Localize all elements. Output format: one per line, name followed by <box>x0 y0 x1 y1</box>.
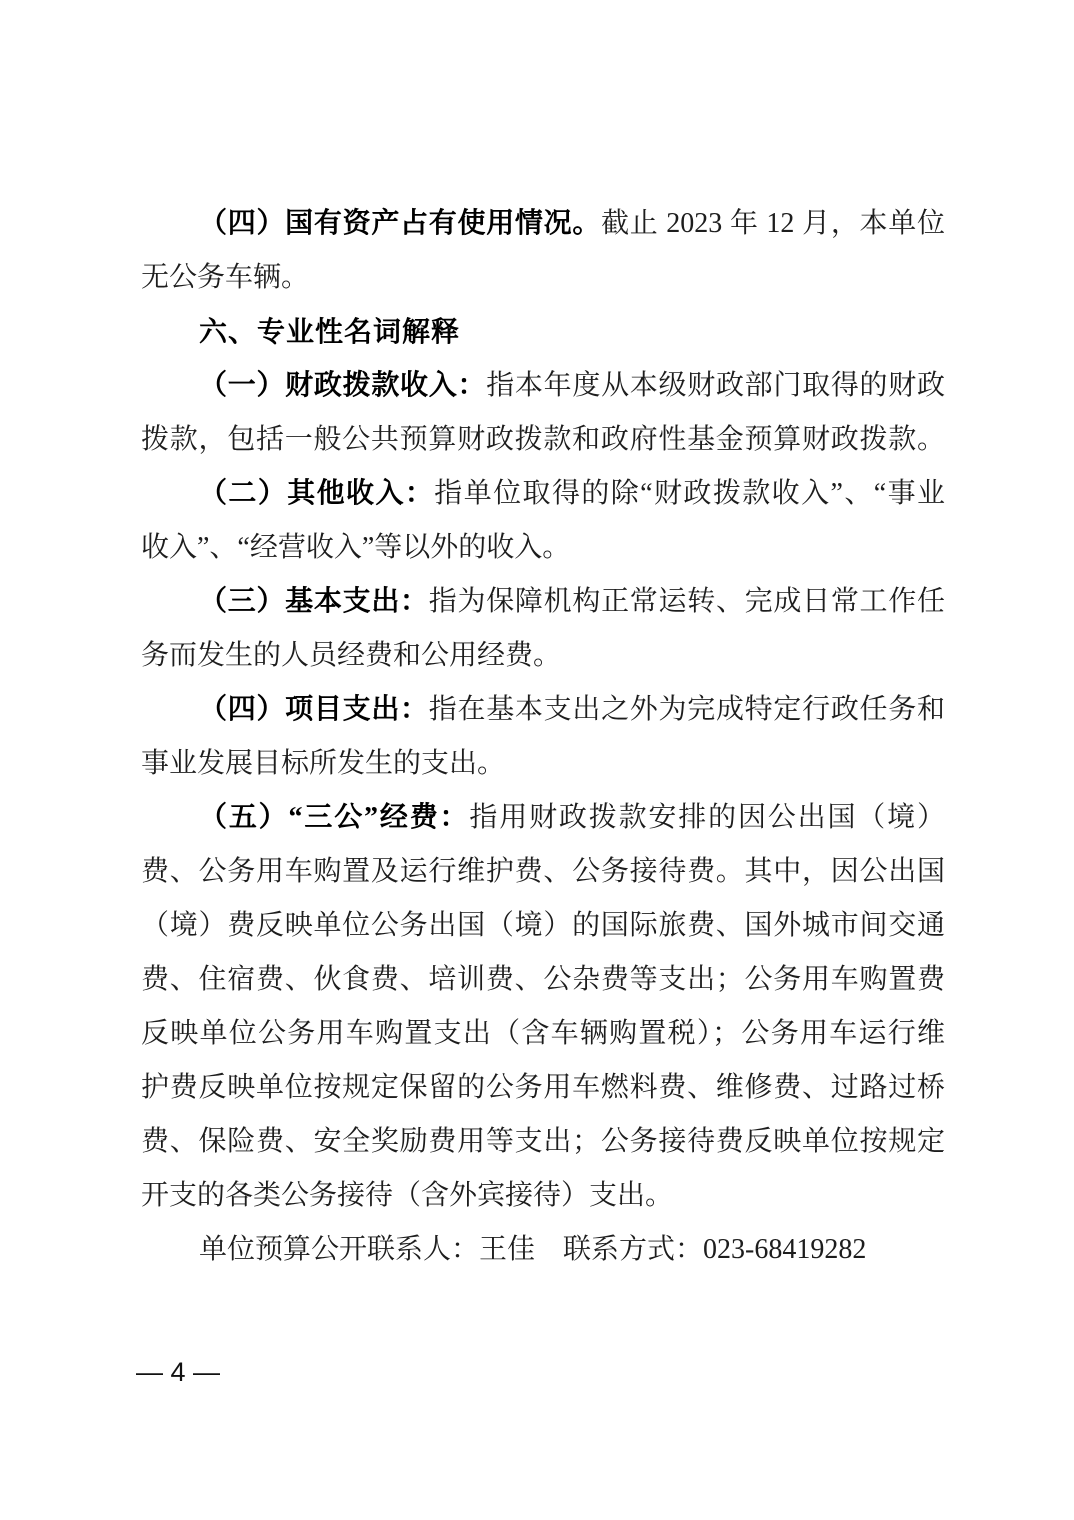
line-term-three-public-7 <box>141 1115 945 1169</box>
line-term-three-public-5-seg-0: 反映单位公务用车购置支出（含车辆购置税）；公务用车运行维 <box>141 1018 945 1049</box>
line-term-project-expense-1-seg-1: 指在基本支出之外为完成特定行政任务和 <box>428 694 945 725</box>
line-term-fiscal-income-2 <box>141 413 945 467</box>
line-contact-seg-1 <box>535 1234 563 1265</box>
document-body <box>141 197 945 1277</box>
line-contact <box>141 1223 945 1277</box>
line-term-other-income-2 <box>141 521 945 575</box>
line-term-three-public-1 <box>141 791 945 845</box>
line-section-heading-seg-0: 六、专业性名词解释 <box>199 316 461 347</box>
line-term-three-public-5 <box>141 1007 945 1061</box>
line-term-three-public-1-seg-0: （五）“三公”经费： <box>199 802 470 833</box>
line-contact-seg-0: 单位预算公开联系人：王佳 <box>199 1234 536 1265</box>
line-contact-seg-2: 联系方式：023-68419282 <box>563 1234 867 1265</box>
line-asset-usage-2-seg-0: 无公务车辆。 <box>141 262 310 293</box>
line-term-basic-expense-1-seg-1: 指为保障机构正常运转、完成日常工作任 <box>428 586 945 617</box>
line-term-three-public-6 <box>141 1061 945 1115</box>
line-term-three-public-4-seg-0: 费、住宿费、伙食费、培训费、公杂费等支出；公务用车购置费 <box>141 964 945 995</box>
line-term-other-income-1 <box>141 467 945 521</box>
line-term-project-expense-2 <box>141 737 945 791</box>
line-term-other-income-1-seg-1: 指单位取得的除“财政拨款收入”、“事业 <box>434 478 945 509</box>
line-term-three-public-6-seg-0: 护费反映单位按规定保留的公务用车燃料费、维修费、过路过桥 <box>141 1072 945 1103</box>
line-term-other-income-2-seg-0: 收入”、“经营收入”等以外的收入。 <box>141 532 571 563</box>
line-term-three-public-3 <box>141 899 945 953</box>
line-term-three-public-8-seg-0: 开支的各类公务接待（含外宾接待）支出。 <box>141 1180 674 1211</box>
line-term-basic-expense-2 <box>141 629 945 683</box>
line-term-other-income-1-seg-0: （二）其他收入： <box>199 478 435 509</box>
line-term-fiscal-income-1 <box>141 359 945 413</box>
line-term-basic-expense-1-seg-0: （三）基本支出： <box>199 586 429 617</box>
line-term-fiscal-income-1-seg-0: （一）财政拨款收入： <box>199 370 487 401</box>
line-term-project-expense-2-seg-0: 事业发展目标所发生的支出。 <box>141 748 506 779</box>
line-term-three-public-8 <box>141 1169 945 1223</box>
line-term-three-public-1-seg-1: 指用财政拨款安排的因公出国（境） <box>469 802 945 833</box>
line-term-three-public-2-seg-0: 费、公务用车购置及运行维护费、公务接待费。其中，因公出国 <box>141 856 945 887</box>
line-asset-usage-2 <box>141 251 945 305</box>
page-number: — 4 — <box>136 1357 221 1387</box>
line-section-heading <box>141 305 945 359</box>
line-asset-usage-1-seg-1: 截止 2023 年 12 月，本单位 <box>601 208 945 239</box>
line-term-three-public-2 <box>141 845 945 899</box>
page-footer <box>136 1352 220 1392</box>
line-term-three-public-3-seg-0: （境）费反映单位公务出国（境）的国际旅费、国外城市间交通 <box>141 910 945 941</box>
line-term-three-public-4 <box>141 953 945 1007</box>
line-asset-usage-1-seg-0: （四）国有资产占有使用情况。 <box>199 208 602 239</box>
line-term-project-expense-1 <box>141 683 945 737</box>
line-asset-usage-1 <box>141 197 945 251</box>
line-term-three-public-7-seg-0: 费、保险费、安全奖励费用等支出；公务接待费反映单位按规定 <box>141 1126 945 1157</box>
line-term-basic-expense-1 <box>141 575 945 629</box>
line-term-project-expense-1-seg-0: （四）项目支出： <box>199 694 429 725</box>
line-term-fiscal-income-1-seg-1: 指本年度从本级财政部门取得的财政 <box>486 370 945 401</box>
line-term-fiscal-income-2-seg-0: 拨款，包括一般公共预算财政拨款和政府性基金预算财政拨款。 <box>141 424 945 455</box>
line-term-basic-expense-2-seg-0: 务而发生的人员经费和公用经费。 <box>141 640 562 671</box>
